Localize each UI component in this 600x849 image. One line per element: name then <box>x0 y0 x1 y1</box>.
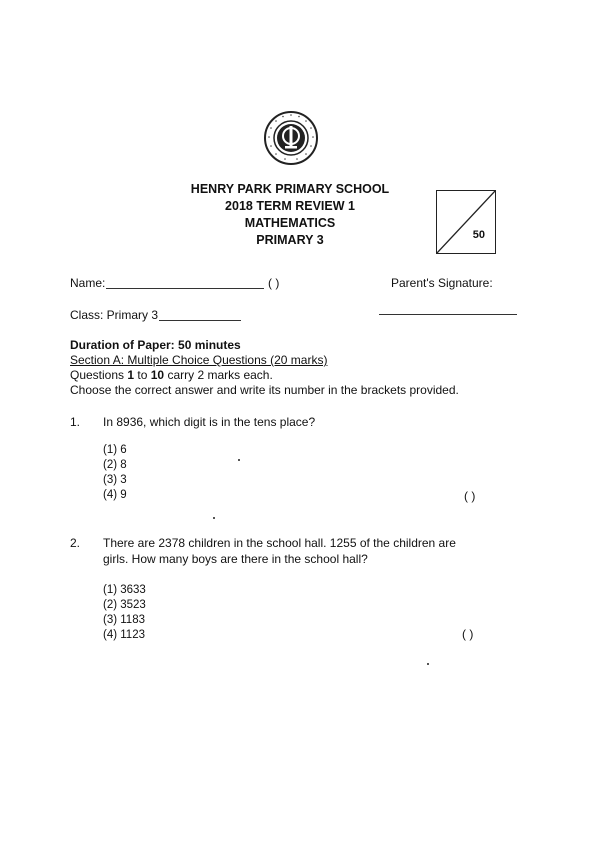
marks-instruction <box>70 368 273 382</box>
scan-speck <box>213 517 215 519</box>
option: (2) 3523 <box>103 599 146 611</box>
scan-speck <box>238 459 240 461</box>
parent-signature-field[interactable] <box>379 314 517 315</box>
marks-text-c: to <box>134 368 151 382</box>
school-crest-icon <box>263 110 319 166</box>
duration-label: Duration of Paper: <box>70 338 175 352</box>
level-title: PRIMARY 3 <box>256 233 324 247</box>
exam-header <box>150 181 430 249</box>
question-text: In 8936, which digit is in the tens place? <box>103 415 316 429</box>
option: (1) 6 <box>103 444 127 456</box>
marks-text-d: 10 <box>150 368 165 382</box>
question-options <box>103 583 146 643</box>
answer-brackets[interactable]: ( ) <box>464 489 476 503</box>
question-text-line2: girls. How many boys are there in the school hall? <box>103 552 368 566</box>
option: (3) 3 <box>103 474 127 486</box>
scan-speck <box>427 663 429 665</box>
question-number: 1. <box>70 415 81 429</box>
marks-text-b: 1 <box>127 368 135 382</box>
name-field[interactable] <box>106 288 264 289</box>
index-brackets: ( ) <box>268 276 280 290</box>
score-diagonal <box>437 191 495 253</box>
class-label: Class: Primary 3 <box>70 308 159 322</box>
subject-title: MATHEMATICS <box>244 216 336 230</box>
class-field[interactable] <box>159 320 241 321</box>
option: (4) 1123 <box>103 629 145 641</box>
name-label: Name: <box>70 276 106 290</box>
answer-instruction: Choose the correct answer and write its number in the brackets provided. <box>70 383 459 397</box>
duration-value: 50 minutes <box>178 338 241 352</box>
option: (3) 1183 <box>103 614 145 626</box>
question-options <box>103 443 127 503</box>
school-name: HENRY PARK PRIMARY SCHOOL <box>190 182 390 196</box>
section-title: Section A: Multiple Choice Questions (20 marks) <box>70 353 328 367</box>
school-logo <box>263 110 319 166</box>
question-text-line1: There are 2378 children in the school hall. 1255 of the children are <box>103 536 456 550</box>
marks-text-a: Questions <box>70 368 128 382</box>
parent-signature-label: Parent's Signature: <box>391 276 493 290</box>
score-box <box>436 190 496 254</box>
marks-text-e: carry 2 marks each. <box>164 368 273 382</box>
option: (2) 8 <box>103 459 127 471</box>
question-number: 2. <box>70 536 81 550</box>
exam-title: 2018 TERM REVIEW 1 <box>225 199 355 213</box>
duration-line <box>70 338 241 352</box>
answer-brackets[interactable]: ( ) <box>462 627 474 641</box>
option: (4) 9 <box>103 489 127 501</box>
option: (1) 3633 <box>103 584 146 596</box>
total-marks: 50 <box>472 229 485 241</box>
